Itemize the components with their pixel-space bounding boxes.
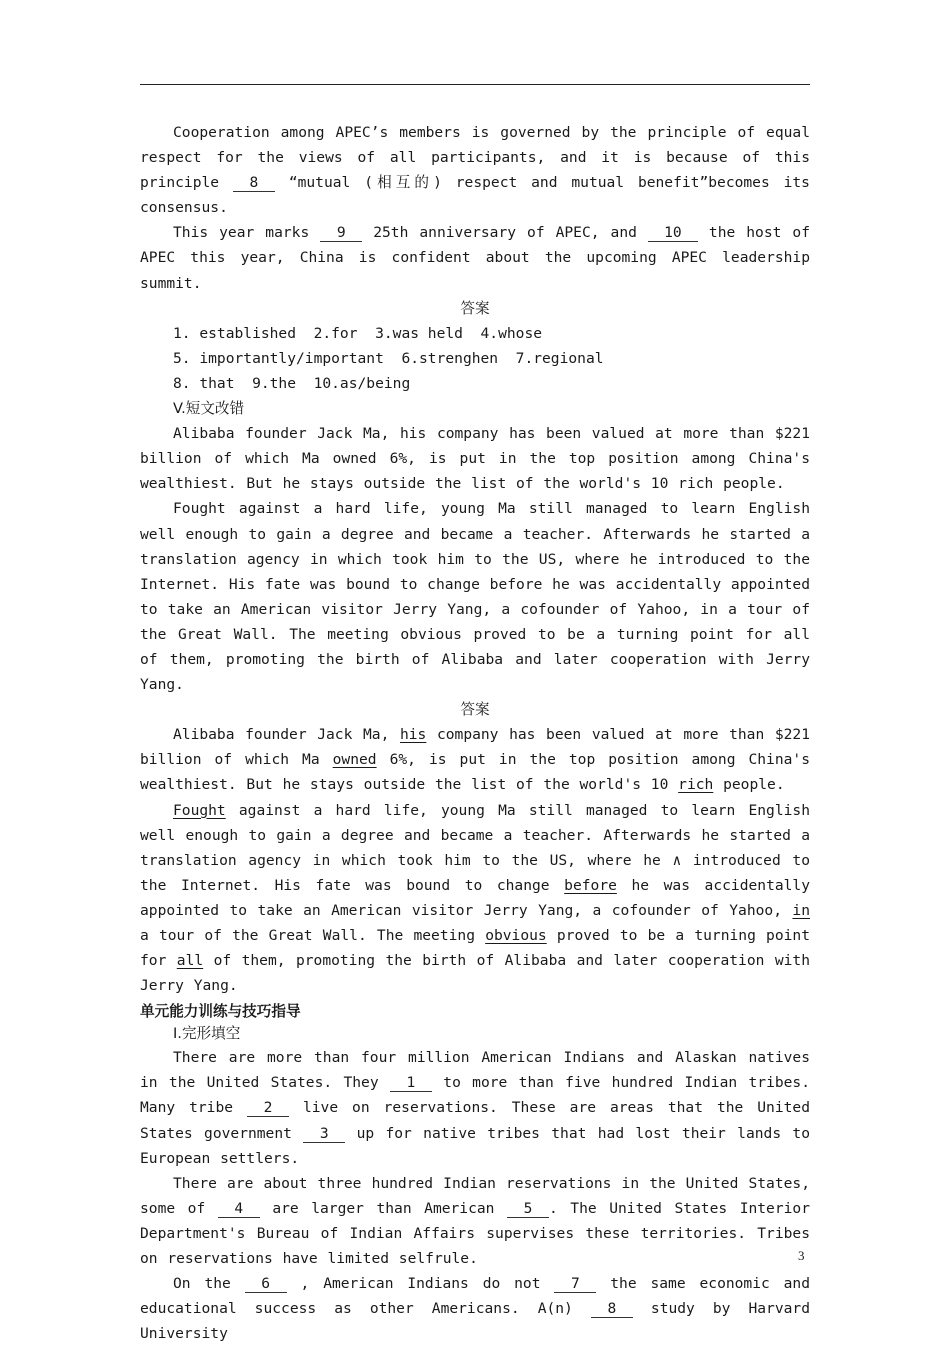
text-run: This year marks [173,224,321,242]
passage-paragraph [140,220,810,295]
marked-word: rich [678,776,714,794]
text-run: proved to be a turning point for [140,927,810,970]
error-correction-paragraph: Fought against a hard life, young Ma still managed to learn English well enough to gain a degree and became a teacher. Afterwards he started a translation agency in which took him to the US, where he introduced to the Internet. His fate was bound to change before he was accidentally appointed to take an American visitor Jerry Yang, a cofounder of Yahoo, in a tour of the Great Wall. The meeting obvious proved to be a turning point for all of them, promoting the birth of Alibaba and later cooperation with Jerry Yang. [140,500,810,694]
chinese-gloss: 相互的 [372,174,434,192]
text-run: people. [713,776,785,794]
blank-7: 7 [554,1276,596,1293]
unit-heading: 单元能力训练与技巧指导 [140,1003,301,1021]
blank-2: 2 [247,1100,289,1117]
marked-word: owned [332,751,377,769]
answer-heading: 答案 [460,701,490,719]
text-run: of them, promoting the birth of Alibaba and later cooperation with Jerry Yang. [140,952,810,995]
text-run: introduced to the Internet. His fate was bound to change [140,851,810,894]
marked-word: obvious [485,927,547,944]
text-run: There are more than four million American Indians and Alaskan natives in the United States. They [140,1049,810,1092]
blank-10: 10 [648,225,698,242]
text-run: Alibaba founder Jack Ma, [173,726,400,744]
error-correction-paragraph: Alibaba founder Jack Ma, his company has been valued at more than $221 billion of which Ma owned 6%, is put in the top position among China's wealthiest. But he stays outside the list of the world's 10 rich people. [140,425,810,493]
text-run: “mutual ( [274,174,373,192]
text-run: the host of APEC this year, China is confident about the upcoming APEC leadership summit. [140,224,810,292]
passage-paragraph [140,120,810,220]
marked-word: Fought [173,801,226,819]
text-run: he was accidentally appointed to take an American visitor Jerry Yang, a cofounder of Yahoo, [140,876,810,919]
answer-line: 8. that 9.the 10.as/being [173,374,411,392]
text-run: study by Harvard University [140,1300,810,1343]
text-run: live on reservations. These are areas that the United States government [140,1099,810,1142]
blank-3: 3 [303,1126,345,1143]
text-run: 25th anniversary of APEC, and [362,224,648,242]
insert-mark: ∧ [672,851,682,869]
text-run: 6%, is put in the top position among China's wealthiest. But he stays outside the list of the world's 10 [140,751,810,794]
text-run: . The United States Interior Department's Bureau of Indian Affairs supervises these territories. Tribes on reservations have limited selfrule. [140,1199,810,1268]
text-run: There are about three hundred Indian reservations in the United States, some of [140,1174,810,1217]
section-title: Ⅰ.完形填空 [173,1025,241,1043]
page-number: 3 [798,1248,805,1263]
marked-word: before [564,876,617,894]
answer-paragraph [140,722,810,797]
blank-8: 8 [233,175,275,192]
blank-6: 6 [245,1276,287,1293]
blank-8: 8 [591,1301,633,1318]
marked-word: in [792,901,810,919]
marked-word: his [399,726,427,744]
text-run: the same economic and educational success as other Americans. A(n) [140,1275,811,1318]
answer-line: 5. importantly/important 6.strenghen 7.regional [173,349,604,367]
cloze-paragraph [140,1171,810,1271]
answer-heading: 答案 [460,299,490,317]
text-run: a tour of the Great Wall. The meeting [140,927,486,944]
section-title: V.短文改错 [173,400,245,418]
text-run: company has been valued at more than $221 billion of which Ma [140,726,810,769]
answer-paragraph [140,798,810,999]
text-run: up for native tribes that had lost their lands to European settlers. [140,1124,811,1167]
text-run: to more than five hundred Indian tribes. Many tribe [140,1074,810,1117]
text-run: ) respect and mutual benefit”becomes its consensus. [140,174,810,217]
cloze-paragraph [140,1045,810,1170]
text-run: , American Indians do not [286,1275,555,1293]
text-run: against a hard life, young Ma still managed to learn English well enough to gain a degree and became a teacher. Afterwards he started a translation agency in which took him to the US, where he [140,801,810,869]
text-run: Cooperation among APEC’s members is governed by the principle of equal respect for the views of all participants, and it is because of this principle [140,124,810,192]
blank-4: 4 [218,1201,260,1218]
answer-line: 1. established 2.for 3.was held 4.whose [173,324,543,342]
blank-5: 5 [507,1201,549,1218]
header-rule [140,84,810,85]
blank-1: 1 [390,1075,432,1092]
text-run: On the [173,1275,245,1293]
cloze-paragraph [140,1271,810,1346]
blank-9: 9 [320,225,362,242]
marked-word: all [176,952,204,970]
page-content [140,120,810,1346]
text-run: are larger than American [259,1199,507,1217]
